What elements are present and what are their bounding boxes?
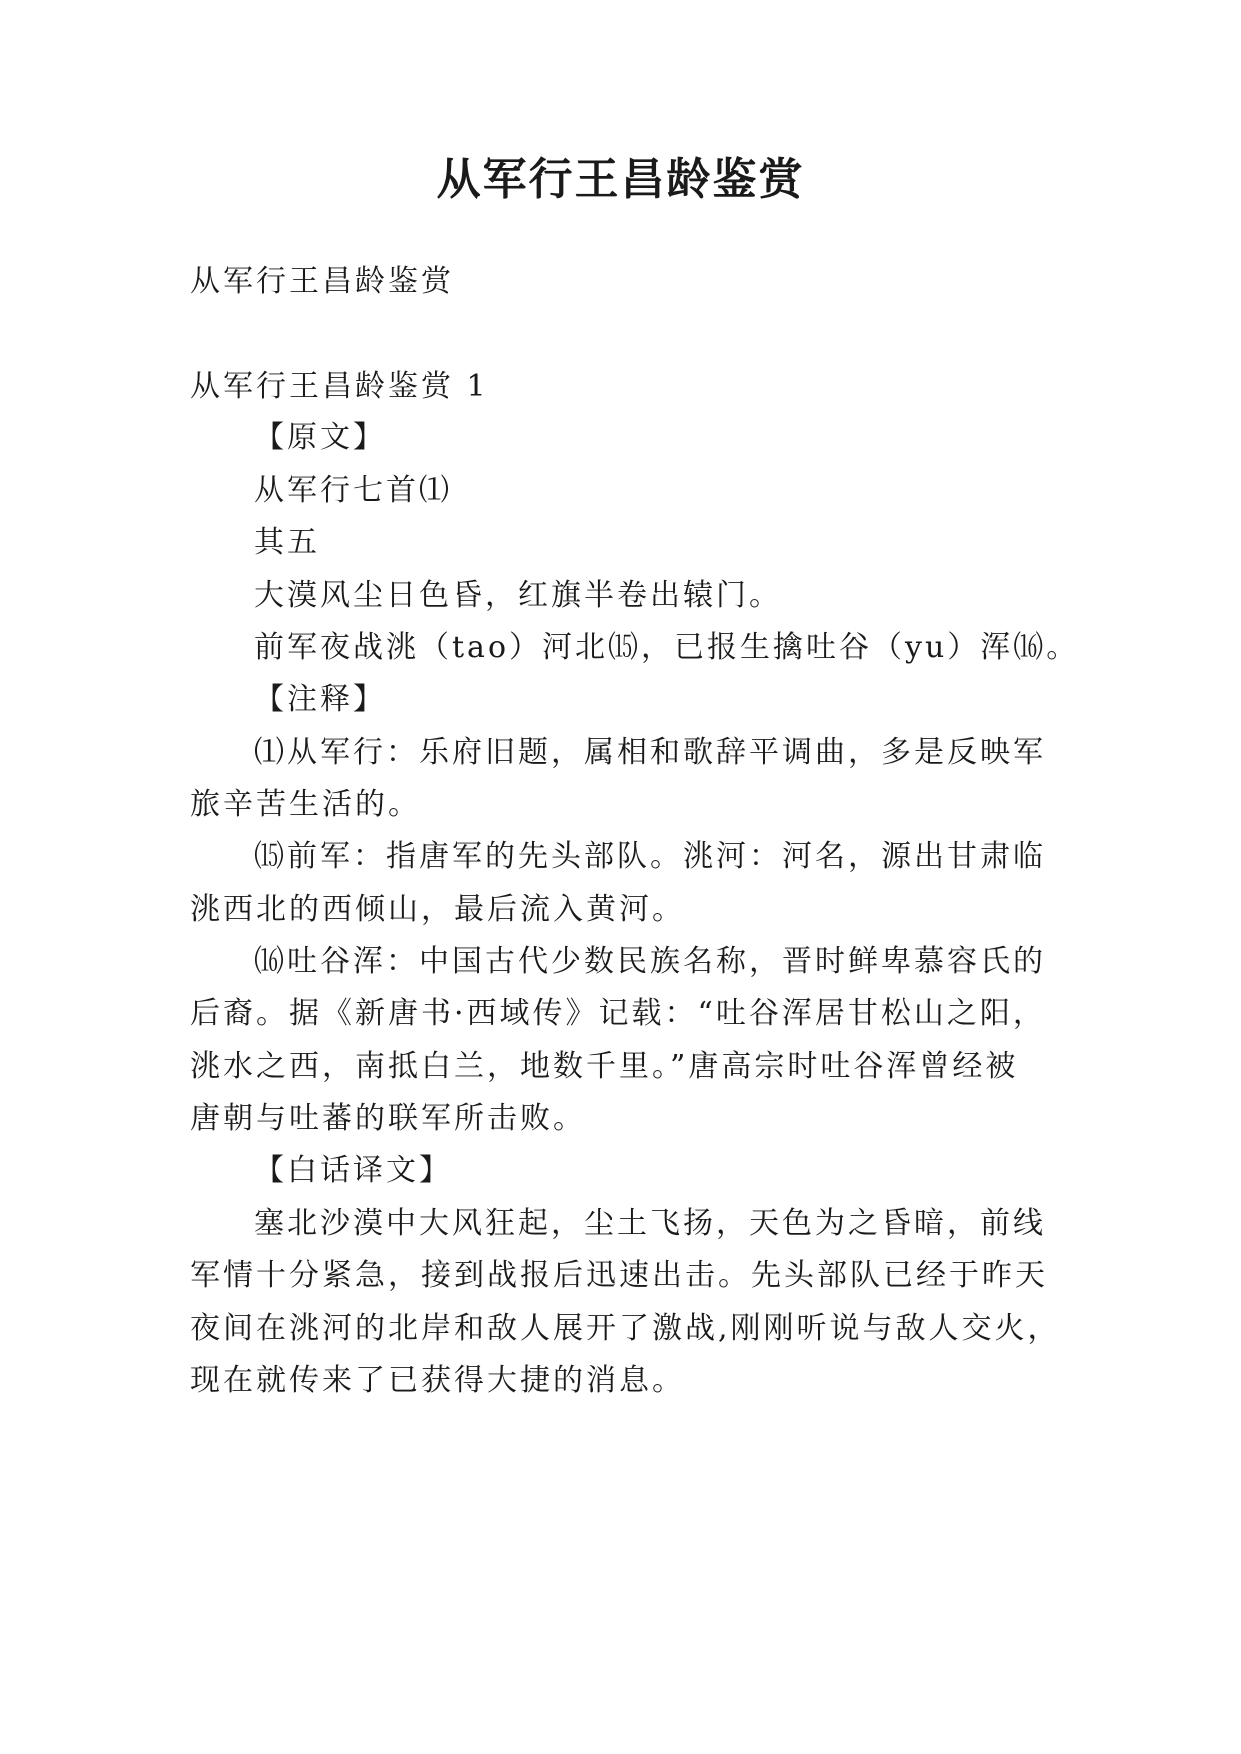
note-1-line: ⑴从军行：乐府旧题，属相和歌辞平调曲，多是反映军 <box>254 735 1046 770</box>
note-15-line: 洮西北的西倾山，最后流入黄河。 <box>190 892 685 927</box>
page-title: 从军行王昌龄鉴赏 <box>436 154 805 205</box>
note-16-line: ⒃吐谷浑：中国古代少数民族名称，晋时鲜卑慕容氏的 <box>254 944 1046 979</box>
note-16-line: 唐朝与吐蕃的联军所击败。 <box>190 1101 586 1136</box>
poem-part: 其五 <box>254 525 320 560</box>
note-1-line: 旅辛苦生活的。 <box>190 787 421 822</box>
note-16-line: 后裔。据《新唐书·西域传》记载：“吐谷浑居甘松山之阳， <box>190 996 1046 1031</box>
translation-line: 夜间在洮河的北岸和敌人展开了激战,刚刚听说与敌人交火， <box>190 1311 1061 1346</box>
poem-line: 前军夜战洮（tao）河北⒂，已报生擒吐谷（yu）浑⒃。 <box>254 630 1080 665</box>
translation-line: 塞北沙漠中大风狂起，尘土飞扬，天色为之昏暗，前线 <box>254 1206 1046 1241</box>
translation-line: 现在就传来了已获得大捷的消息。 <box>190 1363 685 1398</box>
section-heading: 从军行王昌龄鉴赏 1 <box>190 369 489 404</box>
poem-title: 从军行七首⑴ <box>254 473 452 508</box>
translation-label: 【白话译文】 <box>254 1153 452 1188</box>
translation-line: 军情十分紧急，接到战报后迅速出击。先头部队已经于昨天 <box>190 1258 1048 1293</box>
note-15-line: ⒂前军：指唐军的先头部队。洮河：河名，源出甘肃临 <box>254 839 1046 874</box>
document-subtitle: 从军行王昌龄鉴赏 <box>190 264 454 299</box>
notes-label: 【注释】 <box>254 682 386 717</box>
original-label: 【原文】 <box>254 420 386 455</box>
note-16-line: 洮水之西，南抵白兰，地数千里。”唐高宗时吐谷浑曾经被 <box>190 1049 1019 1084</box>
poem-line: 大漠风尘日色昏，红旗半卷出辕门。 <box>254 578 782 613</box>
